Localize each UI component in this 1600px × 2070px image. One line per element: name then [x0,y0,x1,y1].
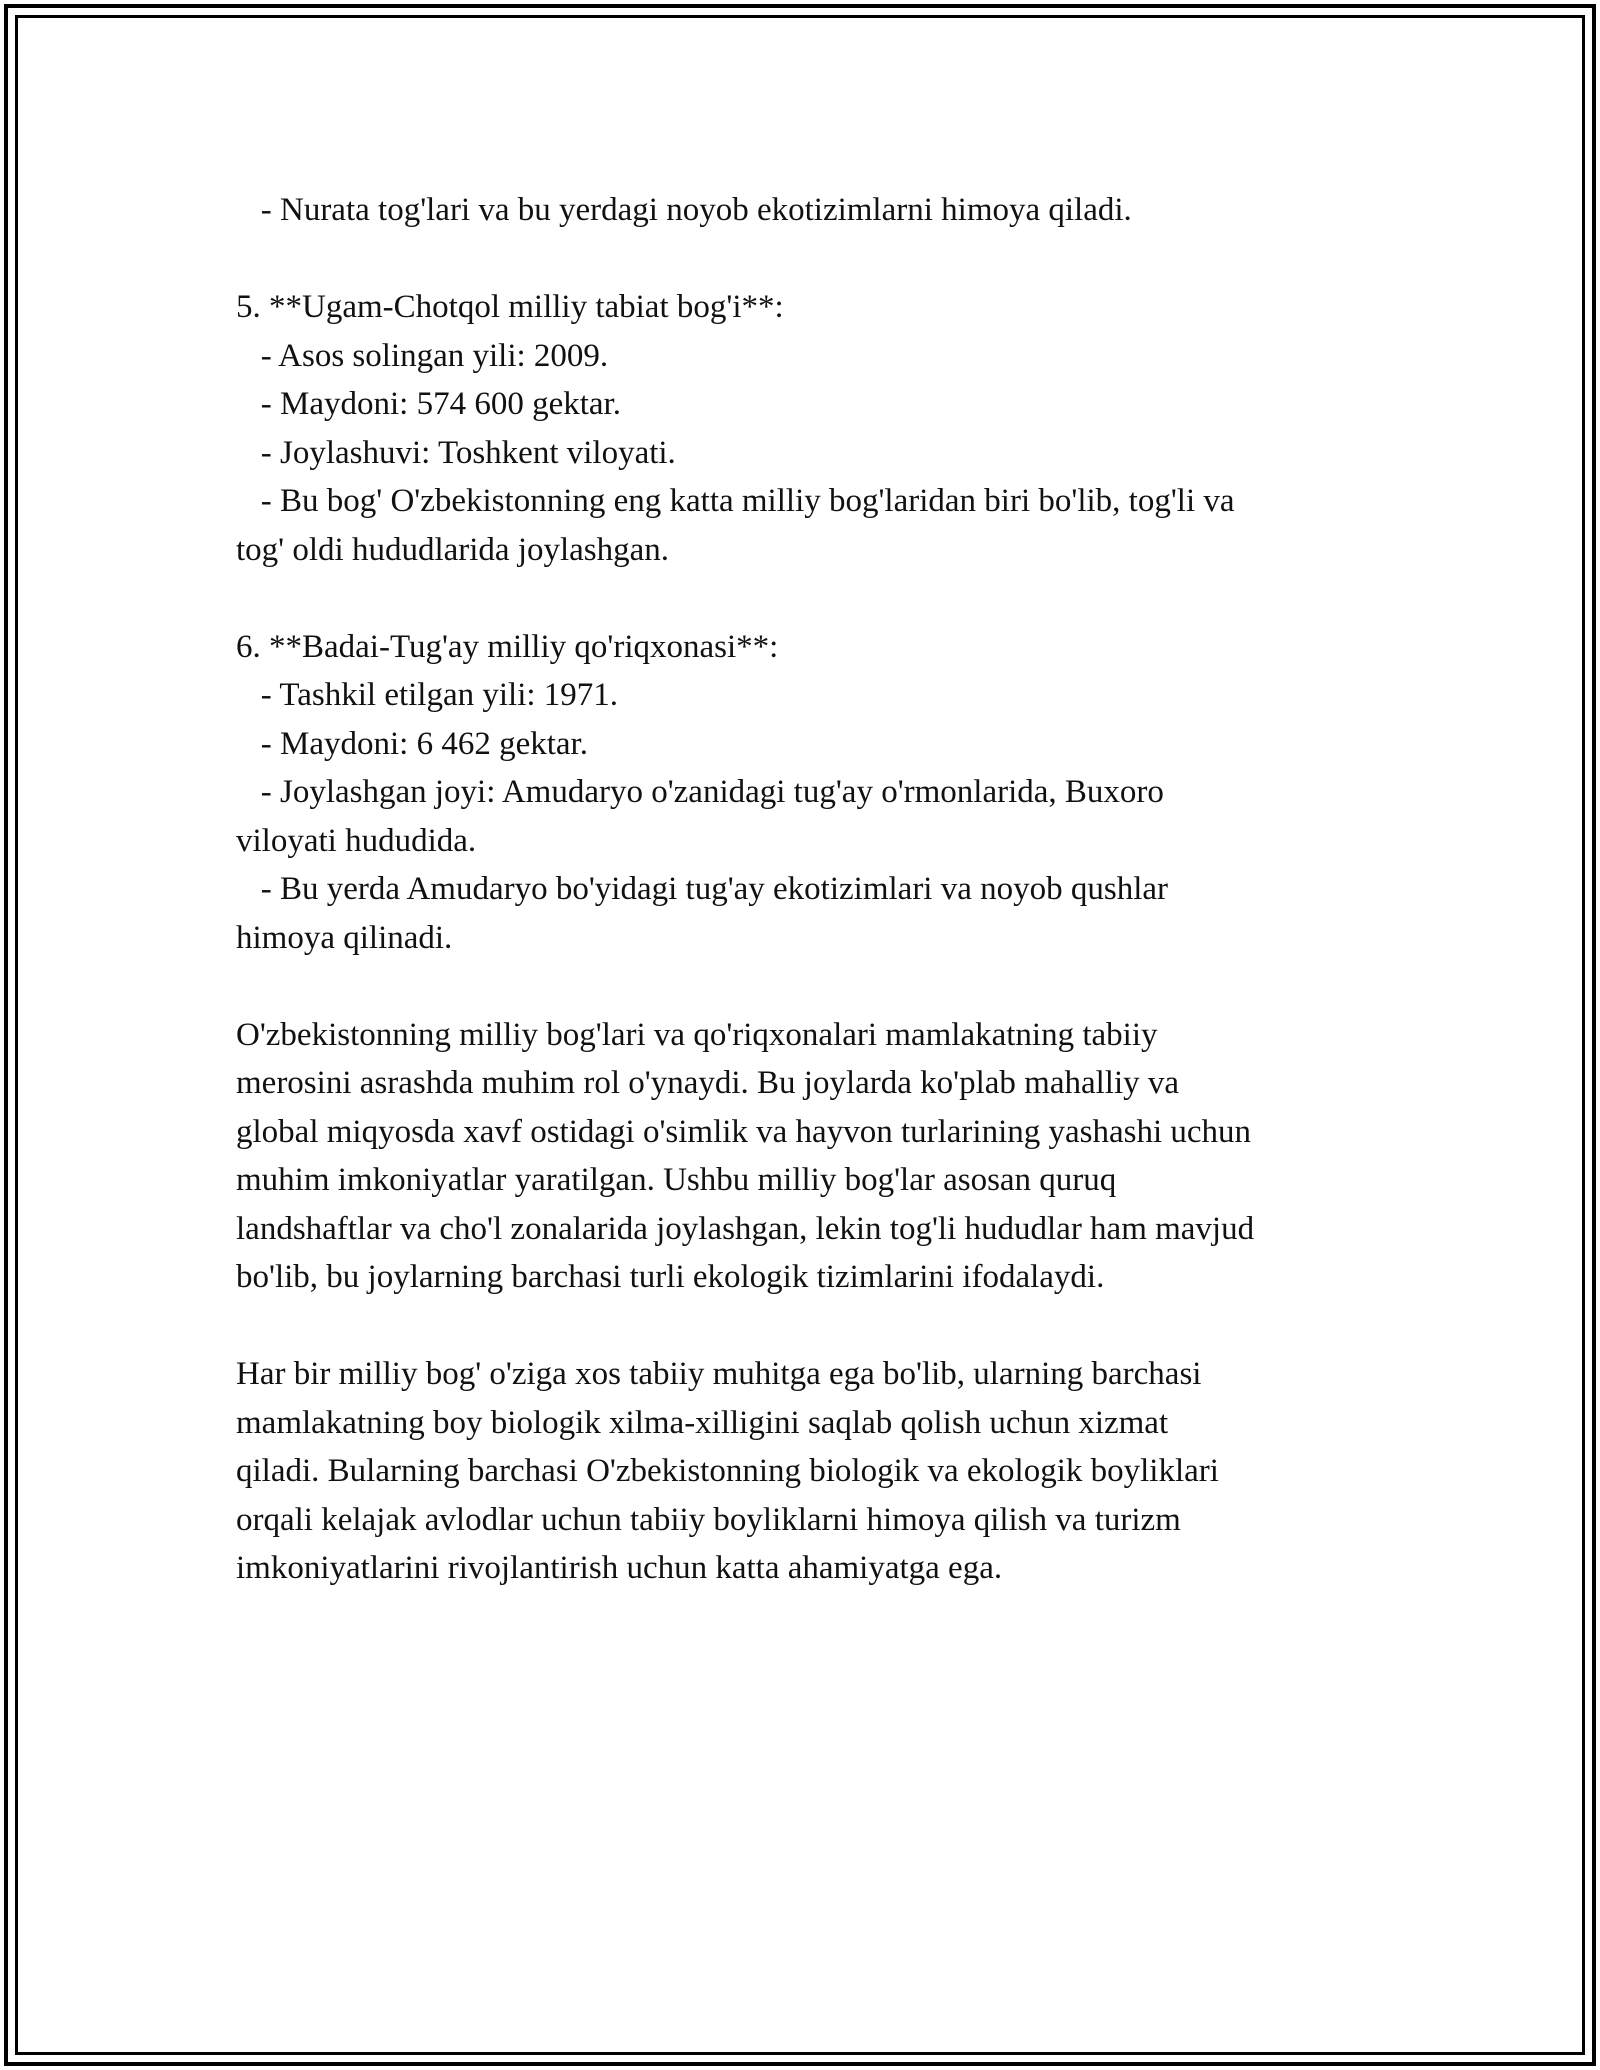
text-block [236,1350,1376,1593]
text-block [236,477,1376,574]
text-line: - Joylashgan joyi: Amudaryo o'zanidagi tug'ay o'rmonlarida, Buxoro [236,774,1164,810]
text-block [236,283,1376,332]
text-line: mamlakatning boy biologik xilma-xilligini saqlab qolish uchun xizmat [236,1404,1169,1441]
text-line: viloyati hududida. [236,822,477,859]
text-block [236,380,1376,429]
text-line: - Joylashuvi: Toshkent viloyati. [236,434,676,471]
text-line: merosini asrashda muhim rol o'ynaydi. Bu joylarda ko'plab mahalliy va [236,1065,1180,1101]
text-line: muhim imkoniyatlar yaratilgan. Ushbu milliy bog'lar asosan quruq [236,1162,1117,1198]
text-block [236,768,1376,865]
text-block [236,186,1376,235]
paragraph-gap [236,962,1376,1011]
text-line: - Maydoni: 6 462 gektar. [236,725,588,762]
text-line: orqali kelajak avlodlar uchun tabiiy boyliklarni himoya qilish va turizm [236,1501,1181,1538]
text-line: - Tashkil etilgan yili: 1971. [236,677,619,713]
text-block [236,865,1376,962]
text-line: - Bu yerda Amudaryo bo'yidagi tug'ay ekotizimlari va noyob qushlar [236,871,1169,907]
text-block [236,671,1376,720]
text-line: landshaftlar va cho'l zonalarida joylashgan, lekin tog'li hududlar ham mavjud [236,1210,1255,1247]
text-block [236,720,1376,769]
text-line: O'zbekistonning milliy bog'lari va qo'riqxonalari mamlakatning tabiiy [236,1016,1158,1053]
text-line: 6. **Badai-Tug'ay milliy qo'riqxonasi**: [236,628,779,665]
text-block [236,623,1376,672]
document-body [236,186,1376,1593]
text-line: - Asos solingan yili: 2009. [236,337,609,374]
text-line: imkoniyatlarini rivojlantirish uchun katta ahamiyatga ega. [236,1550,1003,1586]
text-line: tog' oldi hududlarida joylashgan. [236,531,670,568]
text-block [236,1011,1376,1302]
paragraph-gap [236,1302,1376,1351]
text-line: 5. **Ugam-Chotqol milliy tabiat bog'i**: [236,289,784,325]
text-line: Har bir milliy bog' o'ziga xos tabiiy muhitga ega bo'lib, ularning barchasi [236,1356,1202,1392]
text-line: bo'lib, bu joylarning barchasi turli ekologik tizimlarini ifodalaydi. [236,1259,1105,1295]
text-block [236,332,1376,381]
paragraph-gap [236,574,1376,623]
text-line: - Maydoni: 574 600 gektar. [236,386,621,422]
paragraph-gap [236,235,1376,284]
text-block [236,429,1376,478]
text-line: - Bu bog' O'zbekistonning eng katta milliy bog'laridan biri bo'lib, tog'li va [236,483,1235,519]
text-line: - Nurata tog'lari va bu yerdagi noyob ekotizimlarni himoya qiladi. [236,192,1132,228]
text-line: qiladi. Bularning barchasi O'zbekistonning biologik va ekologik boyliklari [236,1453,1219,1489]
text-line: global miqyosda xavf ostidagi o'simlik va hayvon turlarining yashashi uchun [236,1113,1252,1150]
text-line: himoya qilinadi. [236,919,453,956]
